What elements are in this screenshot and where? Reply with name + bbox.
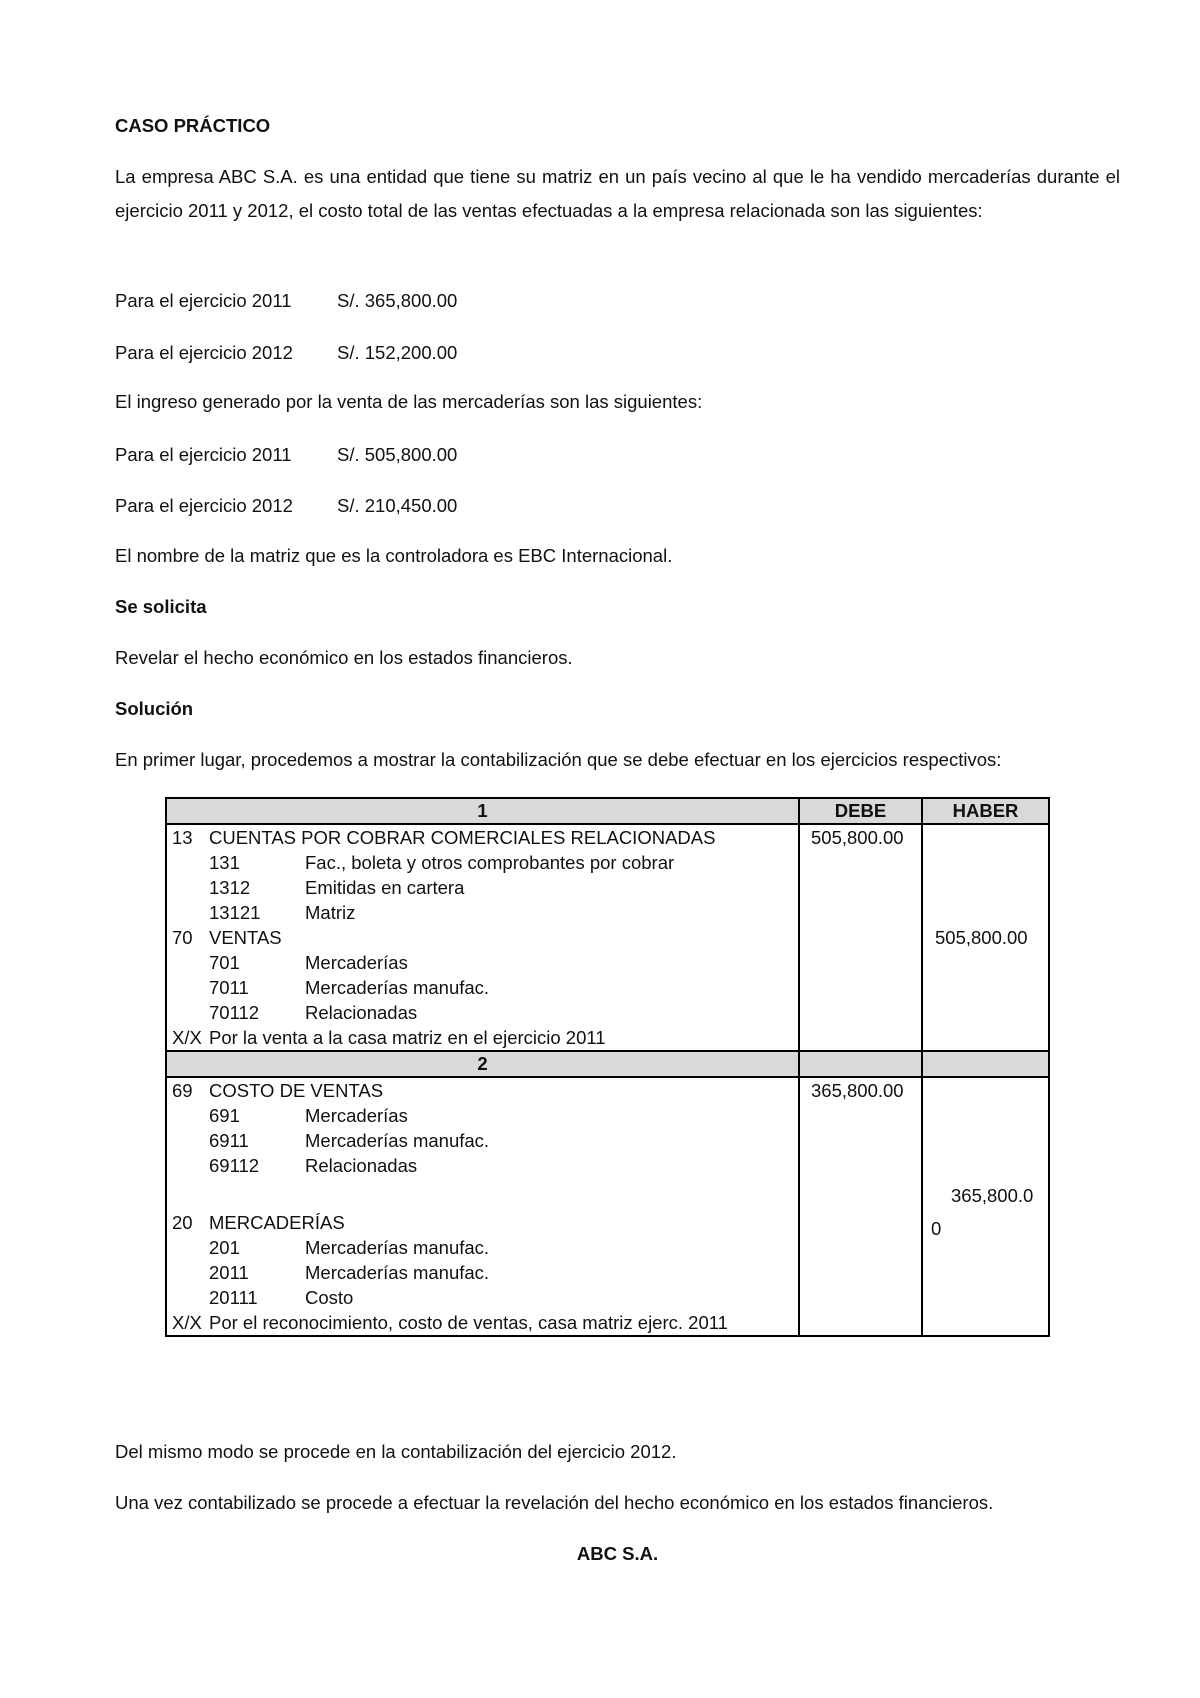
request-heading: Se solicita [115,596,207,617]
solution-heading: Solución [115,698,194,719]
subaccount-row: 6911 Mercaderías manufac. [209,1130,490,1151]
account-row: 69 COSTO DE VENTAS [172,1080,384,1101]
entry-number-1: 1 [167,799,800,823]
entry-1-body [167,825,1048,1052]
subaccount-row: 201 Mercaderías manufac. [209,1237,490,1258]
entry-2-haber-header-blank [923,1052,1048,1076]
subaccount-row: 1312 Emitidas en cartera [209,877,465,898]
request-text: Revelar el hecho económico en los estados financieros. [115,647,573,668]
entry-2-haber-amount-part1: 365,800.0 [951,1185,1034,1206]
account-row: 20 MERCADERÍAS [172,1212,345,1233]
income-line-2012: Para el ejercicio 2012 S/. 210,450.00 [115,495,458,516]
income-line-2011: Para el ejercicio 2011 S/. 505,800.00 [115,444,458,465]
account-row: 70 VENTAS [172,927,282,948]
entry-2-debe-cell [800,1078,923,1335]
account-row: 13 CUENTAS POR COBRAR COMERCIALES RELACIONADAS [172,827,716,848]
entry-1-haber-amount: 505,800.00 [935,927,1028,948]
intro-paragraph: La empresa ABC S.A. es una entidad que tiene su matriz en un país vecino al que le ha vendido mercaderías durante el ejercicio 2011 y 2012, el costo total de las ventas efectuadas a la empresa relacionada son las siguientes: [115,166,1120,221]
company-title: ABC S.A. [576,1543,659,1564]
entry-1-accounts [167,825,800,1050]
entry-1-debe-amount: 505,800.00 [811,827,904,848]
entry-2-body [167,1078,1048,1335]
subaccount-row: 701 Mercaderías [209,952,408,973]
entry-number-2: 2 [167,1052,800,1076]
entry-2-haber-amount-part2: 0 [931,1218,942,1239]
subaccount-row: 2011 Mercaderías manufac. [209,1262,490,1283]
solution-text: En primer lugar, procedemos a mostrar la contabilización que se debe efectuar en los ejercicios respectivos: [115,749,1002,770]
entry-2-accounts [167,1078,800,1335]
debe-header: DEBE [800,799,923,823]
entry-2-header-row [167,1052,1048,1078]
subaccount-row: 20111 Costo [209,1287,354,1308]
page-heading: CASO PRÁCTICO [115,115,271,136]
income-intro: El ingreso generado por la venta de las mercaderías son las siguientes: [115,391,703,412]
subaccount-row: 7011 Mercaderías manufac. [209,977,490,998]
entry-2-debe-header-blank [800,1052,923,1076]
parent-company-text: El nombre de la matriz que es la controladora es EBC Internacional. [115,545,673,566]
subaccount-row: 70112 Relacionadas [209,1002,418,1023]
table-header-row [167,799,1048,825]
journal-entries-table [165,797,1050,1337]
gloss-row: X/X Por el reconocimiento, costo de ventas, casa matriz ejerc. 2011 [172,1312,728,1333]
gloss-row: X/X Por la venta a la casa matriz en el ejercicio 2011 [172,1027,606,1048]
subaccount-row: 13121 Matriz [209,902,356,923]
subaccount-row: 131 Fac., boleta y otros comprobantes por cobrar [209,852,675,873]
closing-paragraph-2: Una vez contabilizado se procede a efectuar la revelación del hecho económico en los estados financieros. [115,1492,994,1513]
closing-paragraph-1: Del mismo modo se procede en la contabilización del ejercicio 2012. [115,1441,677,1462]
entry-2-haber-cell [923,1078,1048,1335]
blank-row [167,1178,798,1210]
cost-line-2012: Para el ejercicio 2012 S/. 152,200.00 [115,342,458,363]
entry-2-debe-amount: 365,800.00 [811,1080,904,1101]
subaccount-row: 691 Mercaderías [209,1105,408,1126]
haber-header: HABER [952,800,1019,821]
entry-1-haber-cell [923,825,1048,1050]
subaccount-row: 69112 Relacionadas [209,1155,418,1176]
entry-1-debe-cell [800,825,923,1050]
cost-line-2011: Para el ejercicio 2011 S/. 365,800.00 [115,290,458,311]
